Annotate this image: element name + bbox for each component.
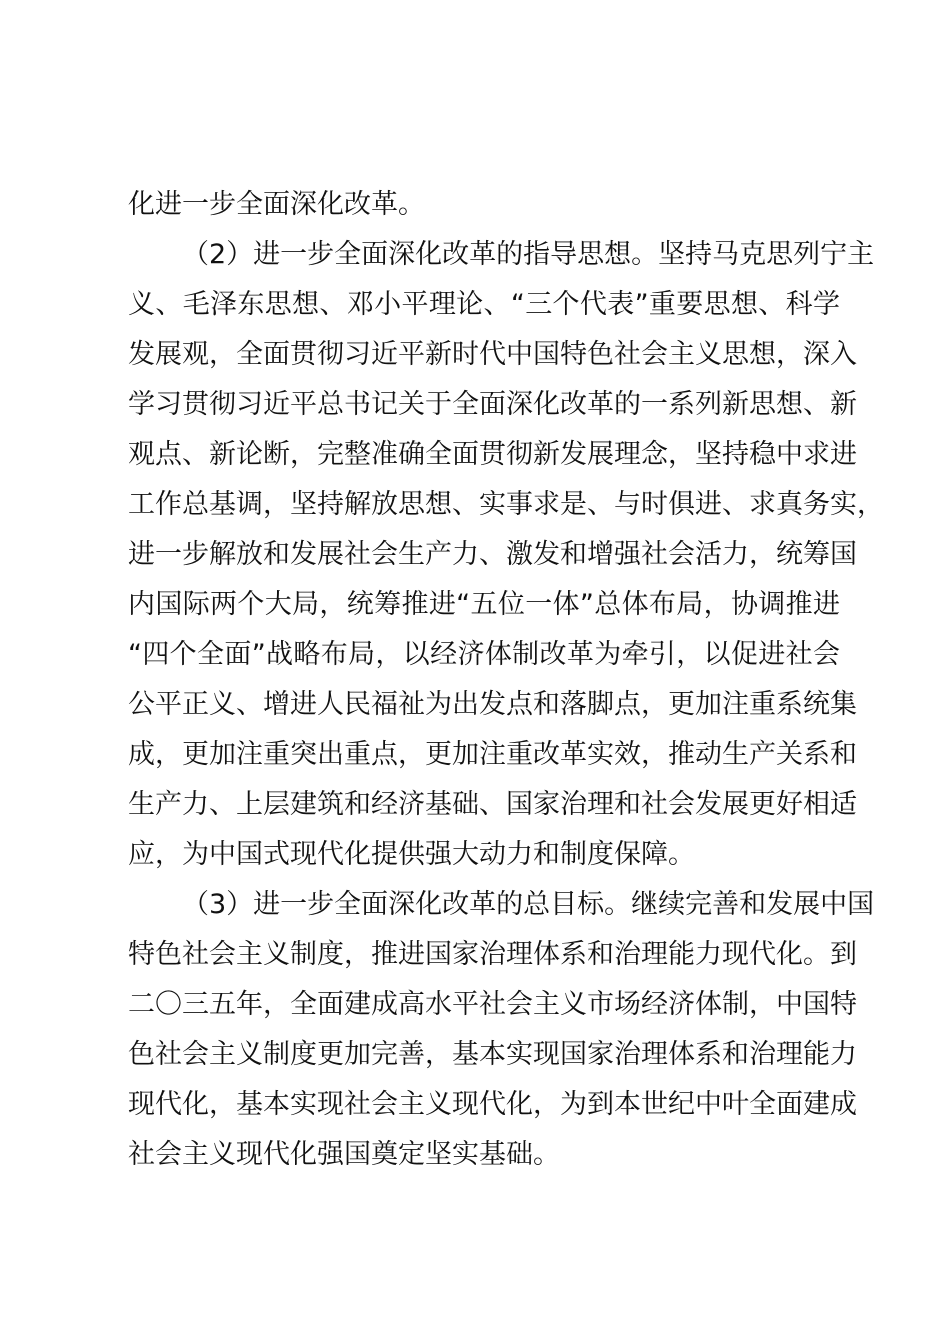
- paragraph-line: 学习贯彻习近平总书记关于全面深化改革的一系列新思想、新: [128, 389, 857, 420]
- paragraph-line: 二〇三五年，全面建成高水平社会主义市场经济体制，中国特: [128, 989, 857, 1020]
- paragraph-line: 工作总基调，坚持解放思想、实事求是、与时俱进、求真务实，: [128, 489, 884, 520]
- paragraph-line: 公平正义、增进人民福祉为出发点和落脚点，更加注重系统集: [128, 689, 857, 720]
- paragraph-line: 现代化，基本实现社会主义现代化，为到本世纪中叶全面建成: [128, 1089, 857, 1120]
- paragraph-line: （2）进一步全面深化改革的指导思想。坚持马克思列宁主: [182, 239, 875, 270]
- paragraph-line: 成，更加注重突出重点，更加注重改革实效，推动生产关系和: [128, 739, 857, 770]
- paragraph-line: 社会主义现代化强国奠定坚实基础。: [128, 1139, 560, 1170]
- paragraph-line: （3）进一步全面深化改革的总目标。继续完善和发展中国: [182, 889, 875, 920]
- paragraph-line: 应，为中国式现代化提供强大动力和制度保障。: [128, 839, 695, 870]
- paragraph-line: 生产力、上层建筑和经济基础、国家治理和社会发展更好相适: [128, 789, 857, 820]
- paragraph-line: 观点、新论断，完整准确全面贯彻新发展理念，坚持稳中求进: [128, 439, 857, 470]
- paragraph-line: 特色社会主义制度，推进国家治理体系和治理能力现代化。到: [128, 939, 857, 970]
- paragraph-line: 色社会主义制度更加完善，基本实现国家治理体系和治理能力: [128, 1039, 857, 1070]
- paragraph-line: 化进一步全面深化改革。: [128, 189, 425, 220]
- paragraph-line: 义、毛泽东思想、邓小平理论、“三个代表”重要思想、科学: [128, 289, 840, 320]
- paragraph-line: “四个全面”战略布局，以经济体制改革为牵引，以促进社会: [128, 639, 840, 670]
- paragraph-line: 进一步解放和发展社会生产力、激发和增强社会活力，统筹国: [128, 539, 857, 570]
- paragraph-line: 发展观，全面贯彻习近平新时代中国特色社会主义思想，深入: [128, 339, 857, 370]
- paragraph-line: 内国际两个大局，统筹推进“五位一体”总体布局，协调推进: [128, 589, 840, 620]
